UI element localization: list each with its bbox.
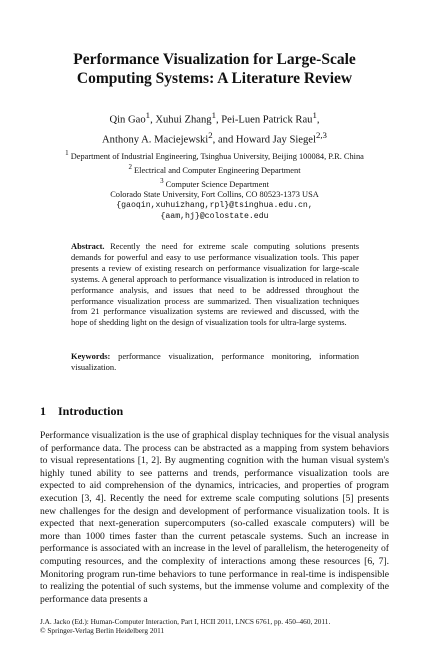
section-number: 1 xyxy=(40,404,46,418)
author-name: Anthony A. Maciejewski xyxy=(102,134,209,146)
footer-citation: J.A. Jacko (Ed.): Human-Computer Interaction, Part I, HCII 2011, LNCS 6761, pp. 450–460, 2011. xyxy=(40,617,331,626)
author-name: Xuhui Zhang xyxy=(155,114,212,126)
introduction-paragraph: Performance visualization is the use of graphical display techniques for the visual analysis of performance data. The process can be abstracted as a mapping from system behaviors to visual representations [1, 2]. By augmenting cognition with the human visual system's highly tuned ability to see patterns and trends, performance visualization tools are expected to aid comprehension of the dynamics, intricacies, and properties of program execution [3, 4]. Recently the need for extreme scale computing solutions [5] presents new challenges for the design and development of performance visualization tools. It is expected that next-generation supercomputers (so-called exascale computers) will be more than 1000 times faster than the current petascale systems. Such an increase in performance is associated with an increase in the level of parallelism, the heterogeneity of computing resources, and the complexity of interactions among these resources [6, 7]. Monitoring program run-time behaviors to tune performance in real-time is indispensible to realizing the potential of such systems, but the immense volume and complexity of the performance data presents a xyxy=(40,430,389,605)
author-list xyxy=(30,108,399,147)
email-line-1: {gaoqin,xuhuizhang,rpl}@tsinghua.edu.cn, xyxy=(116,201,313,211)
author-affil-sup: 1 xyxy=(312,110,317,120)
abstract-label: Abstract. xyxy=(71,241,105,251)
affiliation-address: Colorado State University, Fort Collins, CO 80523-1373 USA xyxy=(110,190,319,200)
footer-copyright: © Springer-Verlag Berlin Heidelberg 2011 xyxy=(40,626,165,636)
author-line-2: Anthony A. Maciejewski$^2$, and Howard Jay Siegel$^{2,3}$ xyxy=(102,129,327,146)
author-affil-sup: 2 xyxy=(208,129,213,140)
author-affil-sup: 2,3 xyxy=(315,129,327,140)
author-affil-sup: 1 xyxy=(145,110,151,120)
keywords-text: performance visualization, performance monitoring, information visualization. xyxy=(71,351,359,372)
section-heading xyxy=(40,404,123,419)
abstract-text: Recently the need for extreme scale computing solutions presents demands for powerful and easy to use performance visualization tools. This paper presents a review of existing research on performance visualization for large-scale systems. A general approach to performance visualization is introduced in relation to performance analysis, and issues that need to be addressed throughout the performance visualization process are summarized. Then visualization techniques from 21 performance visualization systems are reviewed and discussed, with the hope of shedding light on the design of visualization tools for ultra-large systems. xyxy=(71,241,359,328)
author-name: Howard Jay Siegel xyxy=(235,134,316,146)
abstract xyxy=(71,241,359,328)
affiliation-1: $^1$ Department of Industrial Engineering, Tsinghua University, Beijing 100084, P.R. China xyxy=(65,149,364,161)
author-affil-sup: 1 xyxy=(211,110,216,120)
author-name: Qin Gao xyxy=(109,114,146,126)
keywords xyxy=(71,351,359,373)
affiliations xyxy=(20,148,409,222)
page-footer xyxy=(40,617,389,636)
author-name: Pei-Luen Patrick Rau xyxy=(221,114,313,126)
title-line-1: Performance Visualization for Large-Scale xyxy=(73,51,356,68)
section-title: Introduction xyxy=(58,404,124,418)
keywords-label: Keywords: xyxy=(71,351,111,361)
paper-title xyxy=(40,50,389,88)
affiliation-2: $^2$ Electrical and Computer Engineering Department xyxy=(128,162,301,175)
email-line-2: {aam,hj}@colostate.edu xyxy=(160,212,269,222)
title-line-2: Computing Systems: A Literature Review xyxy=(76,70,353,87)
affiliation-3: $^3$ Computer Science Department xyxy=(160,176,269,189)
author-line-1: Qin Gao$^1$, Xuhui Zhang$^1$, Pei-Luen Patrick Rau$^1$, xyxy=(109,110,320,126)
